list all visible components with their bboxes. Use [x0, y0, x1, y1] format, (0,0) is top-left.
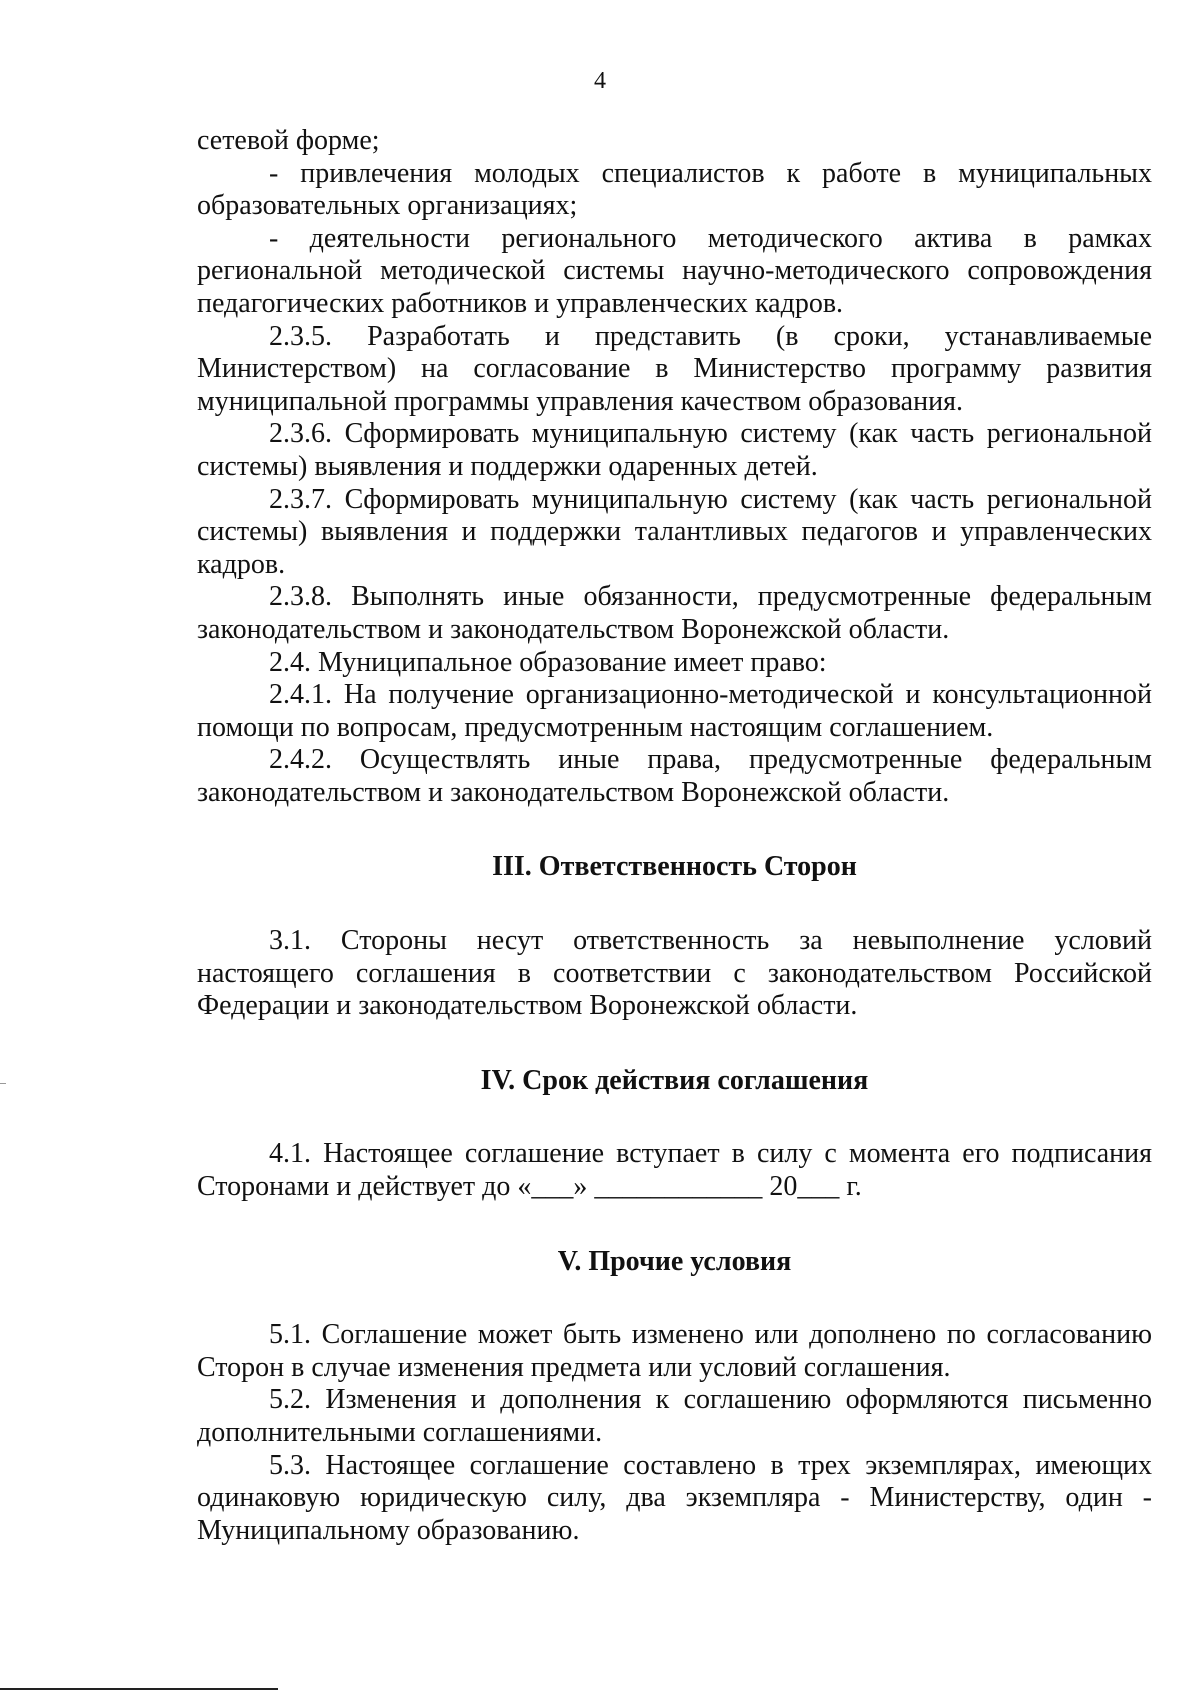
scan-mark [0, 1083, 6, 1084]
clause-2-3-7: 2.3.7. Сформировать муниципальную систему (как часть региональной системы) выявления и поддержки талантливых педагогов и управленческих кадров. [197, 483, 1152, 580]
clause-2-3-6: 2.3.6. Сформировать муниципальную систему (как часть региональной системы) выявления и поддержки одаренных детей. [197, 418, 1152, 482]
paragraph: - деятельности регионального методического актива в рамках региональной методической системы научно-методического сопровождения педагогических работников и управленческих кадров. [197, 222, 1152, 319]
section-heading-responsibility: III. Ответственность Сторон [492, 851, 857, 883]
clause-5-1: 5.1. Соглашение может быть изменено или дополнено по согласованию Сторон в случае изменения предмета или условий соглашения. [197, 1319, 1152, 1383]
section-heading-other-terms: V. Прочие условия [557, 1245, 792, 1277]
clause-3-1: 3.1. Стороны несут ответственность за невыполнение условий настоящего соглашения в соответствии с законодательством Российской Федерации и законодательством Воронежской области. [197, 925, 1152, 1022]
clause-5-3: 5.3. Настоящее соглашение составлено в трех экземплярах, имеющих одинаковую юридическую силу, два экземпляра - Министерству, один - Муниципальному образованию. [197, 1449, 1152, 1546]
clause-2-3-5: 2.3.5. Разработать и представить (в сроки, устанавливаемые Министерством) на согласование в Министерство программу развития муниципальной программы управления качеством образования. [197, 320, 1152, 417]
clause-2-4-2: 2.4.2. Осуществлять иные права, предусмотренные федеральным законодательством и законодательством Воронежской области. [197, 744, 1152, 808]
clause-2-4: 2.4. Муниципальное образование имеет право: [269, 646, 827, 678]
clause-2-3-8: 2.3.8. Выполнять иные обязанности, предусмотренные федеральным законодательством и законодательством Воронежской области. [197, 581, 1152, 645]
clause-5-2: 5.2. Изменения и дополнения к соглашению оформляются письменно дополнительными соглашениями. [197, 1384, 1152, 1448]
paragraph: - привлечения молодых специалистов к работе в муниципальных образовательных организациях; [197, 157, 1152, 222]
paragraph: сетевой форме; [197, 125, 380, 156]
document-body [197, 125, 1152, 1547]
page-number: 4 [594, 68, 606, 94]
clause-2-4-1: 2.4.1. На получение организационно-методической и консультационной помощи по вопросам, предусмотренным настоящим соглашением. [197, 679, 1152, 743]
footer-rule [0, 1688, 278, 1690]
section-heading-term: IV. Срок действия соглашения [480, 1064, 869, 1096]
clause-4-1: 4.1. Настоящее соглашение вступает в силу с момента его подписания Сторонами и действует до «___» ____________ 20___ г. [197, 1138, 1152, 1203]
